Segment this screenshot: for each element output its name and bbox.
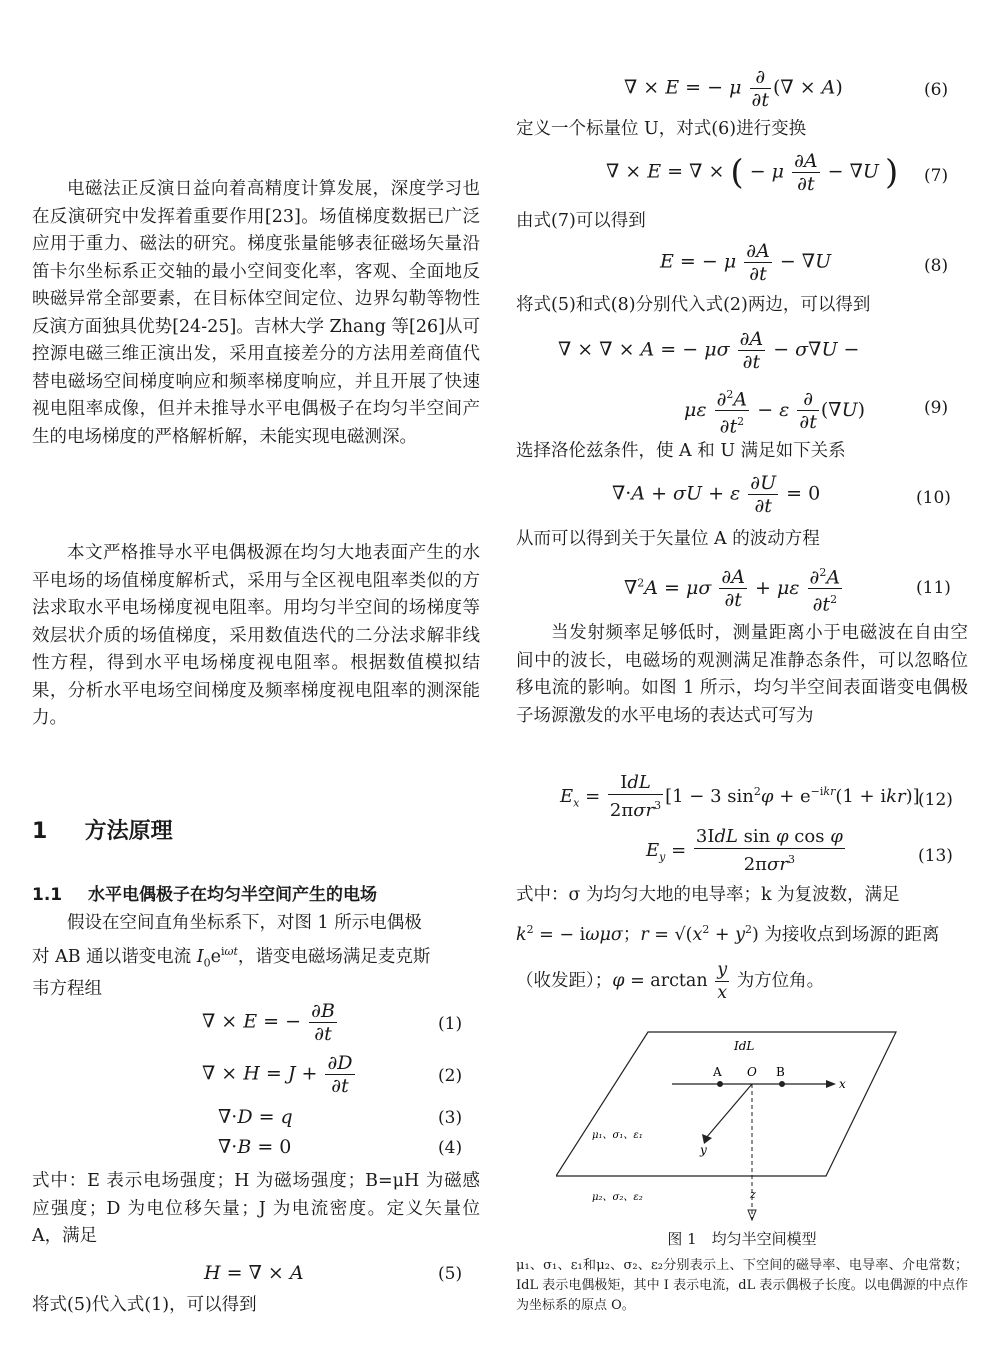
label-upper-medium: μ₁、σ₁、ε₁ [592,1130,643,1141]
equation-3: ∇·D = q [218,1106,293,1128]
label-x: x [839,1077,846,1091]
equation-6: ∇ × E = − μ $\frac{\partial}{\partial t}$ (∇ × A) [624,66,843,111]
paragraph-substitute-5: 将式(5)代入式(1)，可以得到 [32,1295,257,1315]
ground-surface-plane [556,1032,896,1176]
equation-10: ∇·A + σU + ε $\frac{\partial U}{\partial t}$ = 0 [612,472,821,517]
equation-13: $E_y$ = $\frac{\text{3IdL sin φ cos φ}}{2\pi\sigma r^3}$ [646,826,843,875]
electrode-a [717,1081,723,1087]
equation-5: H = ∇ × A [204,1262,304,1284]
y-axis [706,1084,752,1138]
paragraph-assumption: 假设在空间直角坐标系下，对图 1 所示电偶极 对 AB 通以谐变电流 $I_0e^{i\omega t}$，谐变电磁场满足麦克斯 韦方程组 [32,913,431,1000]
eq-number-13: (13) [918,846,953,866]
label-z: z [750,1188,756,1201]
paragraph-quasi-static: 当发射频率足够低时，测量距离小于电磁波在自由空间中的波长，电磁场的观测满足准静态条件，可以忽略位移电流的影响。如图 1 所示，均匀半空间表面谐变电偶极子场源激发的水平电场的表达式可写为 [516,623,968,726]
section-title: 方法原理 [84,819,173,844]
subsection-title: 水平电偶极子在均匀半空间产生的电场 [87,885,377,905]
eq-number-3: (3) [438,1108,463,1128]
eq-number-8: (8) [924,256,949,276]
paragraph-lorenz: 选择洛伦兹条件，使 A 和 U 满足如下关系 [516,441,846,461]
paragraph-from-7: 由式(7)可以得到 [516,211,646,231]
eq-number-9: (9) [924,398,949,418]
eq-number-10: (10) [916,488,951,508]
equation-9-line1: ∇ × ∇ × A = − μσ $\frac{\partial A}{\partial t}$ − σ∇U − [558,328,860,373]
equation-2: ∇ × H = J + $\frac{\partial D}{\partial t}$ [202,1052,353,1097]
where2-line3b: 为方位角。 [736,970,825,991]
subsection-heading [32,880,377,905]
equation-1: ∇ × E = − $\frac{\partial B}{\partial t}$ [202,1000,335,1045]
label-y: y [700,1143,707,1157]
paragraph-define-u: 定义一个标量位 U，对式(6)进行变换 [516,119,807,139]
equation-7: ∇ × E = ∇ × ( − μ $\frac{\partial A}{\partial t}$ − ∇U ) [606,150,899,195]
paragraph-intro: 电磁法正反演日益向着高精度计算发展，深度学习也在反演研究中发挥着重要作用[23]。场值梯度数据已广泛应用于重力、磁法的研究。梯度张量能够表征磁场矢量沿笛卡尔坐标系正交轴的最小空间变化率，客观、全面地反映磁异常全部要素，在目标体空间定位、边界勾勒等物性反演方面独具优势[24-25]。吉林大学 Zhang 等[26]从可控源电磁三维正演出发，采用直接差分的方法用差商值代替电磁场空间梯度响应和频率梯度响应，并且开展了快速视电阻率成像，但并未推导水平电偶极子在均匀半空间产生的电场梯度的严格解析解，未能实现电磁测深。 [32,179,480,447]
label-o: O [747,1065,757,1079]
electrode-b [779,1081,785,1087]
section-number: 1 [32,819,48,844]
paragraph-where-2: 式中：σ 为均匀大地的电导率；k 为复波数，满足 $k^2$ = − iωμσ；$r = √(x^2 + y^2)$ 为接收点到场源的距离 （收发距）；φ = arctan $\frac{y}{x}$ 为方位角。 [516,885,940,1003]
eq-number-11: (11) [916,578,951,598]
paragraph-method-summary: 本文严格推导水平电偶极源在均匀大地表面产生的水平电场的场值梯度解析式，采用与全区视电阻率类似的方法求取水平电场梯度视电阻率。用均匀半空间的场梯度等效层状介质的场值梯度，采用数值迭代的二分法求解非线性方程，得到水平电场梯度视电阻率。根据数值模拟结果，分析水平电场空间梯度及频率梯度视电阻率的测深能力。 [32,543,480,728]
label-a: A [713,1065,722,1079]
paragraph-wave: 从而可以得到关于矢量位 A 的波动方程 [516,529,820,549]
label-idl: IdL [734,1039,755,1053]
eq-number-2: (2) [438,1066,463,1086]
eq-number-7: (7) [924,166,949,186]
equation-11: ∇$^2$A = μσ $\frac{\partial A}{\partial t}$ + με $\frac{\partial^2A}{\partial t^2}$ [624,562,844,616]
eq-number-1: (1) [438,1014,463,1034]
half-space-model-figure [556,1020,916,1225]
intro-line2a: 对 AB 通以谐变电流 [32,946,197,967]
eq-number-12: (12) [918,790,953,810]
equation-9-line2: με $\frac{\partial^2A}{\partial t^2}$ − ε $\frac{\partial}{\partial t}$ (∇U) [684,384,865,438]
equation-12: $E_x$ = $\frac{\text{IdL}}{2\pi\sigma r^3}$ [1 − 3 $\sin^2\varphi + e^{-ikr}(1 + ikr)$] [560,772,920,821]
label-b: B [776,1065,785,1079]
equation-4: ∇·B = 0 [218,1136,292,1158]
eq-number-5: (5) [438,1264,463,1284]
x-axis-arrow [826,1080,836,1088]
where2-line1: 式中：σ 为均匀大地的电导率；k 为复波数，满足 [516,885,900,905]
intro-line2b: ，谐变电磁场满足麦克斯 [237,946,431,967]
section-heading [32,814,173,845]
equation-8: E = − μ $\frac{\partial A}{\partial t}$ − ∇U [660,240,832,285]
paragraph-where-1: 式中：E 表示电场强度；H 为磁场强度；B=μH 为磁感应强度；D 为电位移矢量；J 为电流密度。定义矢量位 A，满足 [32,1171,480,1246]
intro-line1: 假设在空间直角坐标系下，对图 1 所示电偶极 [67,913,422,933]
label-lower-medium: μ₂、σ₂、ε₂ [592,1192,643,1203]
subsection-number: 1.1 [32,885,63,905]
figure-note: μ₁、σ₁、ε₁和μ₂、σ₂、ε₂分别表示上、下空间的磁导率、电导率、介电常数；IdL 表示电偶极矩，其中 I 表示电流，dL 表示偶极子长度。以电偶源的中点作为坐标系的原点 O。 [516,1258,968,1313]
where2-line2: 为接收点到场源的距离 [764,924,940,945]
figure-caption: 图 1 均匀半空间模型 [667,1230,817,1248]
eq-number-6: (6) [924,80,949,100]
intro-line3: 韦方程组 [32,979,102,1000]
eq-number-4: (4) [438,1138,463,1158]
paragraph-substitute-5-8: 将式(5)和式(8)分别代入式(2)两边，可以得到 [516,295,871,315]
where2-line3a: （收发距）； [516,970,613,991]
